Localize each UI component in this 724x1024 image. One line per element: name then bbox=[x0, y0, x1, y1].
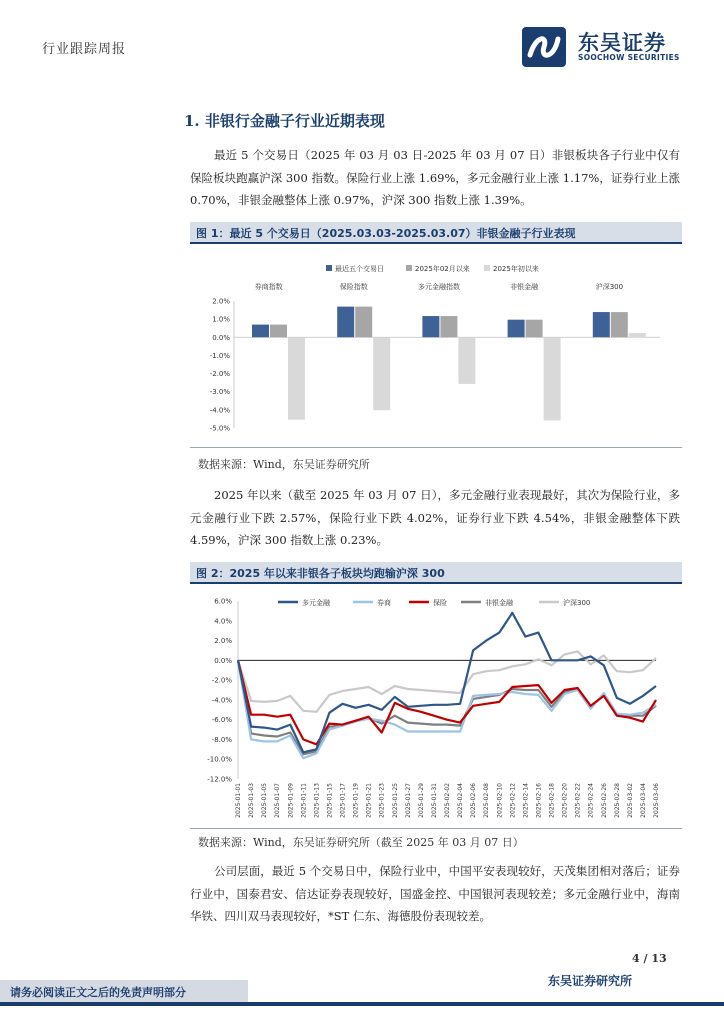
figure1-caption: 图 1：最近 5 个交易日（2025.03.03-2025.03.07）非银金融子行业表现 bbox=[196, 227, 576, 240]
y-tick-label: -4.0% bbox=[211, 696, 232, 705]
y-tick-label: 6.0% bbox=[214, 597, 232, 606]
bar bbox=[458, 337, 475, 384]
footer-disclaimer-box bbox=[0, 980, 248, 1002]
brand-name-en: SOOCHOW SECURITIES bbox=[578, 53, 680, 62]
paragraph-weekly: 最近 5 个交易日（2025 年 03 月 03 日-2025 年 03 月 07 日）非银板块各子行业中仅有保险板块跑赢沪深 300 指数。保险行业上涨 1.69%，多元金融行业上涨 1.17%，证券行业上涨 0.70%，非银金融整体上涨 0.97%，沪深 300 指数上涨 1.39%。 bbox=[190, 148, 680, 207]
legend-label: 保险 bbox=[433, 599, 447, 607]
x-tick-label: 2025-02-18 bbox=[548, 783, 556, 818]
category-label: 多元金融指数 bbox=[418, 283, 460, 291]
y-tick-label: -3.0% bbox=[209, 388, 230, 397]
section-title: 1. 非银行金融子行业近期表现 bbox=[184, 112, 385, 130]
x-tick-label: 2025-02-04 bbox=[457, 783, 465, 818]
x-tick-label: 2025-01-25 bbox=[391, 783, 399, 818]
x-tick-label: 2025-01-05 bbox=[261, 783, 269, 818]
x-tick-label: 2025-01-01 bbox=[235, 783, 242, 818]
figure2-caption-bar bbox=[190, 562, 682, 584]
figure2-divider bbox=[190, 828, 682, 829]
bar bbox=[270, 325, 287, 338]
legend-label: 沪深300 bbox=[563, 599, 591, 607]
x-tick-label: 2025-01-23 bbox=[378, 783, 386, 818]
y-tick-label: -12.0% bbox=[207, 775, 232, 784]
paragraph-ytd: 2025 年以来（截至 2025 年 03 月 07 日），多元金融行业表现最好，其次为保险行业，多元金融行业下跌 2.57%，保险行业下跌 4.02%，证券行业下跌 4.54%，非银金融整体下跌 4.59%，沪深 300 指数上涨 0.23%。 bbox=[190, 488, 680, 547]
bar bbox=[440, 316, 457, 337]
legend-label: 多元金融 bbox=[302, 599, 330, 607]
x-tick-label: 2025-02-16 bbox=[535, 783, 543, 818]
x-tick-label: 2025-02-20 bbox=[561, 783, 569, 818]
y-tick-label: -2.0% bbox=[211, 676, 232, 685]
y-tick-label: 2.0% bbox=[212, 297, 230, 306]
brand-name-cn: 东吴证券 bbox=[578, 31, 666, 55]
y-tick-label: -4.0% bbox=[209, 406, 230, 415]
x-tick-label: 2025-03-02 bbox=[626, 783, 634, 818]
category-label: 保险指数 bbox=[339, 283, 368, 291]
figure1-bar-chart bbox=[190, 256, 682, 440]
bar bbox=[252, 325, 269, 338]
figure1-caption-bar bbox=[190, 222, 682, 244]
y-tick-label: -2.0% bbox=[209, 370, 230, 379]
report-type-label: 行业跟踪周报 bbox=[42, 42, 127, 57]
footer-rule bbox=[0, 1002, 724, 1006]
figure2-source: 数据来源：Wind，东吴证券研究所（截至 2025 年 03 月 07 日） bbox=[198, 836, 524, 849]
bar bbox=[544, 337, 561, 420]
y-tick-label: 0.0% bbox=[212, 333, 230, 342]
x-tick-label: 2025-01-19 bbox=[352, 783, 360, 818]
y-tick-label: -6.0% bbox=[211, 716, 232, 725]
category-label: 沪深300 bbox=[595, 283, 624, 291]
legend-swatch bbox=[484, 265, 490, 271]
bar bbox=[526, 320, 543, 338]
bar bbox=[611, 312, 628, 337]
legend-label: 券商 bbox=[377, 599, 391, 607]
footer-disclaimer: 请务必阅读正文之后的免责声明部分 bbox=[10, 986, 186, 999]
y-tick-label: -8.0% bbox=[211, 735, 232, 744]
category-label: 非银金融 bbox=[510, 283, 539, 291]
x-tick-label: 2025-02-08 bbox=[483, 783, 491, 818]
x-tick-label: 2025-01-17 bbox=[339, 783, 347, 818]
bar bbox=[593, 312, 610, 337]
bar bbox=[422, 316, 439, 337]
figure2-line-chart bbox=[190, 588, 682, 826]
y-tick-label: 2.0% bbox=[214, 637, 232, 646]
x-tick-label: 2025-02-26 bbox=[600, 783, 608, 818]
legend-label: 2025年02月以来 bbox=[415, 265, 470, 273]
y-tick-label: -1.0% bbox=[209, 351, 230, 360]
bar bbox=[288, 337, 305, 419]
category-label: 券商指数 bbox=[254, 283, 283, 291]
x-tick-label: 2025-01-07 bbox=[274, 783, 282, 818]
y-tick-label: 1.0% bbox=[212, 315, 230, 324]
x-tick-label: 2025-03-04 bbox=[639, 783, 647, 818]
x-tick-label: 2025-03-06 bbox=[653, 783, 660, 818]
bar bbox=[373, 337, 390, 410]
footer-institute: 东吴证券研究所 bbox=[548, 974, 633, 988]
bar bbox=[337, 307, 354, 338]
x-tick-label: 2025-01-31 bbox=[430, 783, 438, 818]
y-tick-label: 4.0% bbox=[214, 617, 232, 626]
y-tick-label: 0.0% bbox=[214, 656, 232, 665]
x-tick-label: 2025-01-13 bbox=[313, 783, 321, 818]
bar bbox=[629, 333, 646, 337]
legend-swatch bbox=[406, 265, 412, 271]
figure1-divider bbox=[190, 447, 682, 448]
bar bbox=[355, 307, 372, 338]
x-tick-label: 2025-02-14 bbox=[522, 783, 530, 818]
x-tick-label: 2025-01-03 bbox=[248, 783, 256, 818]
page-number: 4 / 13 bbox=[632, 952, 667, 965]
legend-label: 最近五个交易日 bbox=[335, 265, 384, 273]
x-tick-label: 2025-01-09 bbox=[287, 783, 295, 818]
x-tick-label: 2025-02-06 bbox=[470, 783, 478, 818]
legend-label: 2025年初以来 bbox=[493, 265, 539, 273]
x-tick-label: 2025-01-21 bbox=[365, 783, 373, 818]
x-tick-label: 2025-01-11 bbox=[300, 783, 308, 818]
x-tick-label: 2025-01-29 bbox=[417, 783, 425, 818]
x-tick-label: 2025-02-02 bbox=[444, 783, 451, 818]
x-tick-label: 2025-02-12 bbox=[509, 783, 517, 818]
x-tick-label: 2025-01-15 bbox=[326, 783, 334, 818]
x-tick-label: 2025-02-24 bbox=[587, 783, 595, 818]
legend-swatch bbox=[326, 265, 332, 271]
x-tick-label: 2025-02-22 bbox=[574, 783, 582, 818]
figure1-source: 数据来源：Wind，东吴证券研究所 bbox=[198, 458, 370, 471]
legend-label: 非银金融 bbox=[485, 599, 513, 607]
paragraph-companies: 公司层面，最近 5 个交易日中，保险行业中，中国平安表现较好，天茂集团相对落后；证券行业中，国泰君安、信达证券表现较好，国盛金控、中国银河表现较差；多元金融行业中，海南华铁、四川双马表现较好，*ST 仁东、海德股份表现较差。 bbox=[190, 864, 680, 923]
bar bbox=[508, 320, 525, 338]
y-tick-label: -10.0% bbox=[207, 755, 232, 764]
x-tick-label: 2025-01-27 bbox=[404, 783, 412, 818]
figure2-caption: 图 2：2025 年以来非银各子板块均跑输沪深 300 bbox=[196, 567, 445, 580]
x-tick-label: 2025-02-28 bbox=[613, 783, 621, 818]
y-tick-label: -5.0% bbox=[209, 424, 230, 433]
x-tick-label: 2025-02-10 bbox=[496, 783, 504, 818]
